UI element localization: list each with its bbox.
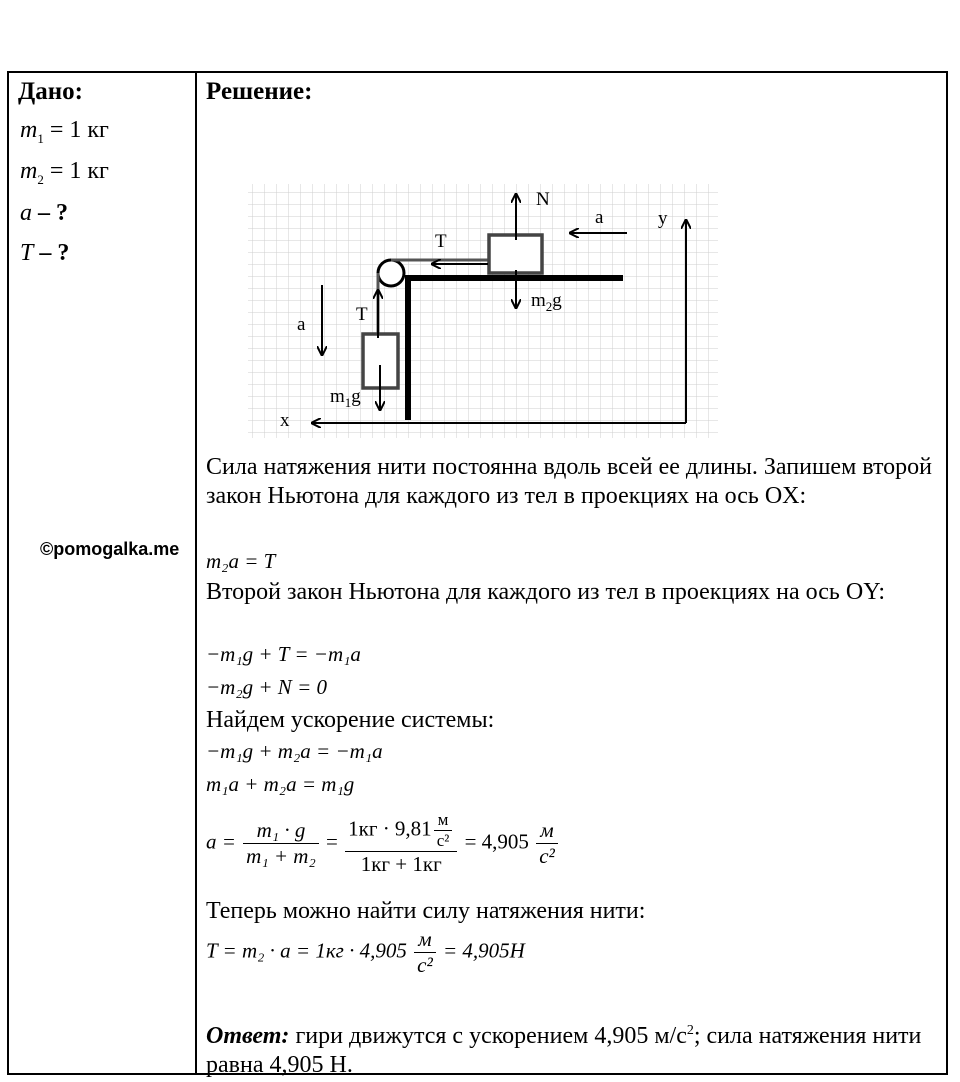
solution-header: Решение:: [206, 78, 313, 105]
given-header: Дано:: [18, 78, 83, 105]
label-a-left: a: [297, 314, 306, 335]
label-m1g: $m_1g$: [330, 386, 361, 410]
given-m1: $m_1 = 1$ кг: [20, 117, 109, 146]
grid-background: [248, 184, 718, 438]
label-m2g: $m_2g$: [531, 290, 562, 314]
pulley: [378, 260, 404, 286]
given-a: a – ?: [20, 200, 68, 226]
physics-diagram: [240, 180, 720, 440]
paragraph-3: Найдем ускорение системы:: [206, 707, 495, 733]
block-m2: [489, 235, 542, 273]
equation-4: −m₁g + m₂a = −m₁a: [206, 739, 383, 763]
equation-7: T = m₂ · a = 1кг · 4,905 $\frac{м}{\text{с²}}$ = 4,905H: [206, 927, 525, 977]
label-T-top: T: [435, 231, 447, 252]
watermark: ©pomogalka.me: [40, 539, 180, 559]
paragraph-1: Сила натяжения нити постоянна вдоль всей ее длины. Запишем второй закон Ньютона для каждого из тел в проекциях на ось OX:: [206, 454, 933, 509]
label-a-top: a: [595, 207, 604, 228]
column-divider: [195, 71, 197, 1075]
equation-1: m₂a = T: [206, 549, 276, 573]
equation-6: a = $\frac{\text{m₁ · g}}{\text{m₁ + m₂}}$ = 1кг · 9,81 $\frac{м}{\text{с²}}$ 1кг + 1кг = 4,905 $\frac{м}{\text{с²}}$: [206, 810, 560, 877]
equation-3: −m₂g + N = 0: [206, 675, 327, 699]
given-t: T – ?: [20, 240, 70, 266]
paragraph-2: Второй закон Ньютона для каждого из тел в проекциях на ось OY:: [206, 579, 885, 605]
answer: Ответ: гири движутся с ускорением 4,905 $м/с^2$; сила натяжения нити равна 4,905 Н.: [206, 1023, 922, 1078]
equation-5: m₁a + m₂a = m₁g: [206, 772, 355, 796]
equation-2: −m₁g + T = −m₁a: [206, 642, 361, 666]
given-m2: $m_2 = 1$ кг: [20, 158, 109, 187]
label-T-left: T: [356, 304, 368, 325]
label-N: N: [536, 189, 550, 210]
paragraph-4: Теперь можно найти силу натяжения нити:: [206, 898, 646, 924]
label-y: y: [658, 208, 668, 229]
label-x: x: [280, 410, 290, 431]
